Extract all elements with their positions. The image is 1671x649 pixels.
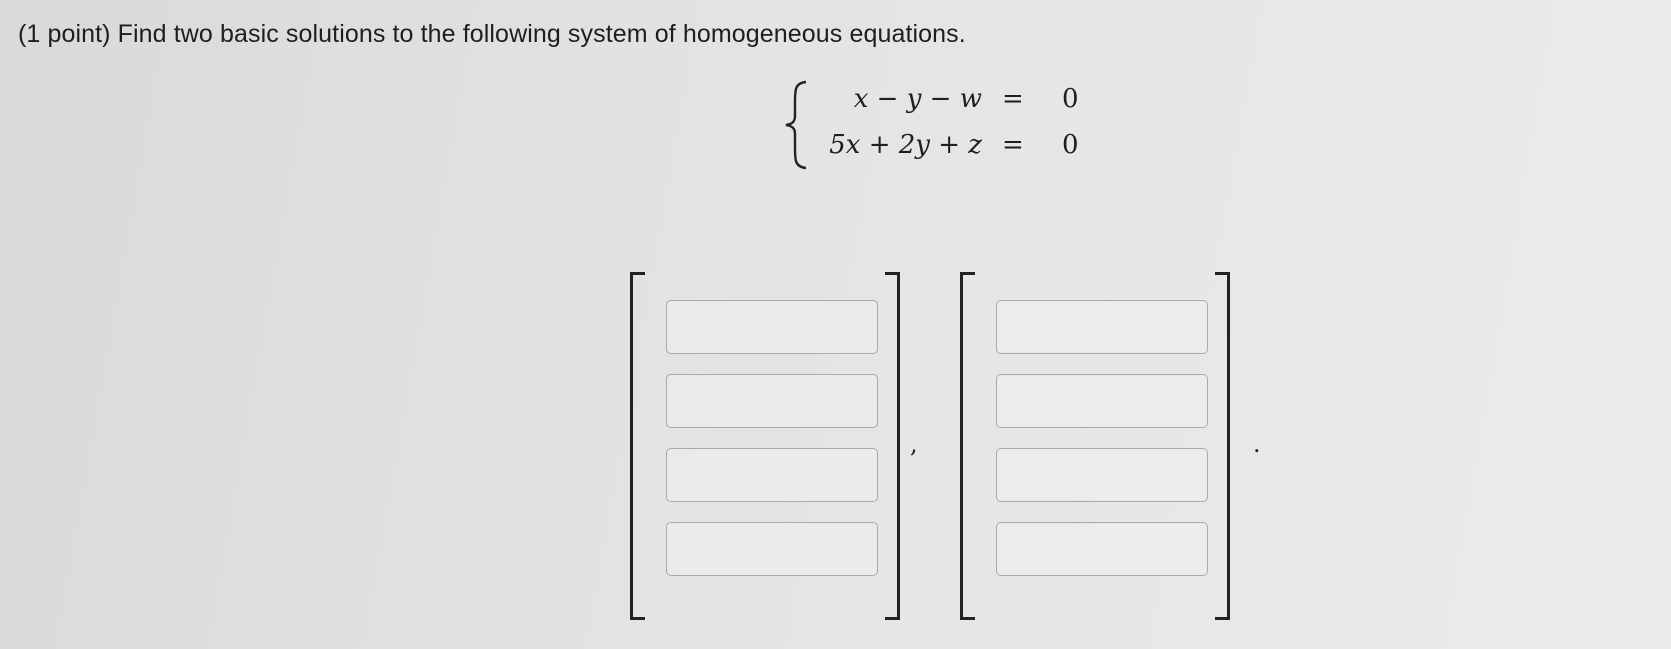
- left-brace: [782, 80, 812, 170]
- solution-vector-1: [630, 272, 900, 614]
- equals-sign: =: [1002, 130, 1024, 160]
- vector-separator: ,: [910, 430, 918, 458]
- equation-lhs: 5x + 2y + z: [829, 130, 982, 160]
- equals-sign: =: [1002, 84, 1024, 114]
- vector-2-entry-3[interactable]: [996, 448, 1208, 502]
- equation-rhs: 0: [1062, 84, 1079, 114]
- equation-row-1: [812, 84, 1102, 120]
- equation-rhs: 0: [1062, 130, 1079, 160]
- question-prompt: (1 point) Find two basic solutions to the following system of homogeneous equations.: [18, 20, 966, 48]
- vector-2-entry-4[interactable]: [996, 522, 1208, 576]
- solution-vector-2: [960, 272, 1230, 614]
- vector-1-entry-4[interactable]: [666, 522, 878, 576]
- answer-terminator: .: [1253, 430, 1261, 458]
- left-bracket: [960, 272, 975, 620]
- vector-1-entry-3[interactable]: [666, 448, 878, 502]
- vector-1-entry-1[interactable]: [666, 300, 878, 354]
- vector-2-entry-1[interactable]: [996, 300, 1208, 354]
- equation-lhs: x − y − w: [853, 84, 982, 114]
- equation-system: [782, 80, 1102, 180]
- right-bracket: [1215, 272, 1230, 620]
- right-bracket: [885, 272, 900, 620]
- equation-row-2: [812, 130, 1102, 166]
- left-bracket: [630, 272, 645, 620]
- vector-1-entry-2[interactable]: [666, 374, 878, 428]
- vector-2-entry-2[interactable]: [996, 374, 1208, 428]
